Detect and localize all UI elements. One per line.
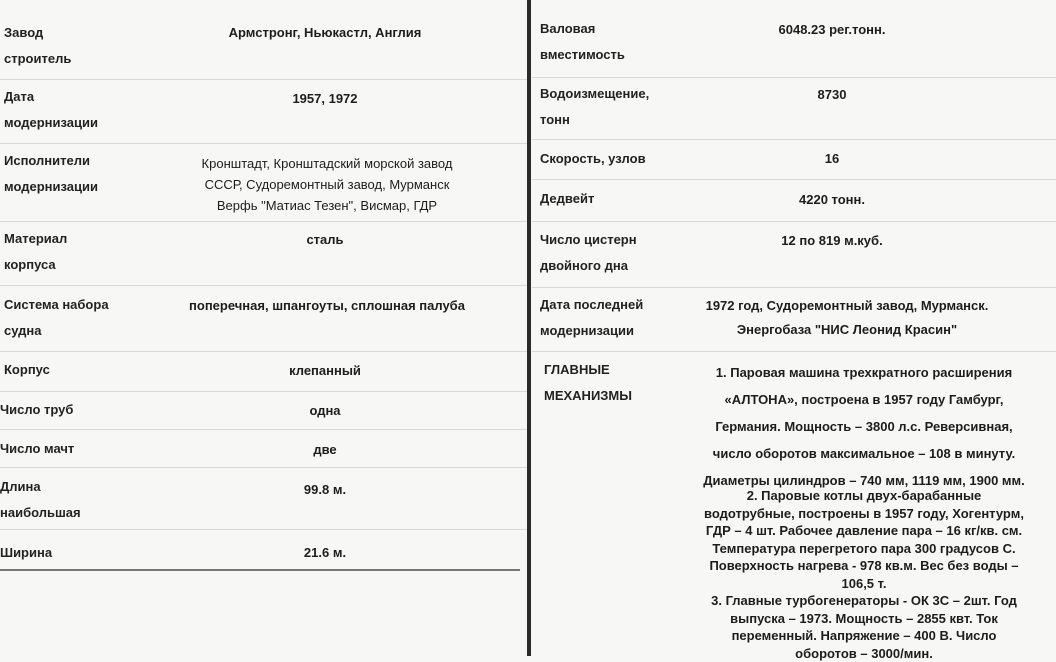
spec-row (0, 10, 527, 80)
row-label: Дата последней модернизации (540, 297, 644, 338)
spec-row (532, 140, 1056, 180)
row-value: одна (309, 403, 341, 418)
row-value: 1957, 1972 (292, 91, 358, 106)
row-value: 21.6 м. (303, 545, 347, 560)
spec-row (0, 222, 527, 286)
mechanism-boilers-turbogenerators: 2. Паровые котлы двух-барабанные водотрубные, построены в 1957 году, Хогентурм, ГДР – 4 шт. Рабочее давление пара – 16 кг/кв. см. Температура перегретого пара 300 градусов С. Поверхность нагрева - 978 кв.м. Вес без воды – 106,5 т. 3. Главные турбогенераторы - ОК 3С – 2шт. Год выпуска – 1973. Мощность – 2855 квт. Ток переменный. Напряжение – 400 В. Число оборотов – 3000/мин. (704, 488, 1024, 661)
row-label: Число цистерн двойного дна (540, 232, 637, 273)
spec-row (0, 530, 527, 570)
spec-row (532, 180, 1056, 222)
row-value: 16 (824, 151, 840, 166)
row-value: клепанный (289, 363, 361, 378)
spec-row (0, 392, 527, 430)
row-value: поперечная, шпангоуты, сплошная палуба (189, 298, 465, 313)
row-value: 6048.23 рег.тонн. (778, 22, 886, 37)
spec-row (0, 286, 527, 352)
spec-row (532, 78, 1056, 140)
row-label: Валовая вместимость (540, 21, 625, 62)
row-value: Армстронг, Ньюкастл, Англия (228, 25, 422, 40)
row-label: Число мачт (0, 441, 75, 456)
spec-row (0, 468, 527, 530)
row-value: сталь (306, 232, 344, 247)
row-label: Ширина (0, 545, 53, 560)
row-label: Дата модернизации (4, 89, 98, 130)
spec-row (532, 222, 1056, 288)
row-label: Водоизмещение, тонн (540, 86, 650, 127)
row-label: Система набора судна (4, 297, 109, 338)
right-spec-table (532, 0, 1056, 661)
row-label: Исполнители модернизации (4, 153, 98, 194)
row-value: 99.8 м. (303, 482, 347, 497)
row-value: Кронштадт, Кронштадский морской завод СССР, Судоремонтный завод, Мурманск Верфь "Матиас Тезен", Висмар, ГДР (201, 156, 453, 213)
spec-row (0, 80, 527, 144)
mechanism-steam-engine: 1. Паровая машина трехкратного расширения «АЛТОНА», построена в 1957 году Гамбург, Германия. Мощность – 3800 л.с. Реверсивная, число оборотов максимальное – 108 в минуту. Диаметры цилиндров – 740 мм, 1119 мм, 1900 мм. (703, 365, 1025, 488)
row-value: 4220 тонн. (799, 192, 865, 207)
row-value: 1972 год, Судоремонтный завод, Мурманск. Энергобаза "НИС Леонид Красин" (705, 298, 989, 337)
page-divider (527, 0, 531, 656)
spec-row (0, 430, 527, 468)
row-label: Дедвейт (540, 191, 595, 206)
spec-row (0, 352, 527, 392)
row-label: Корпус (4, 362, 50, 377)
row-label: Завод строитель (4, 25, 72, 66)
spec-row (532, 288, 1056, 352)
section-label: ГЛАВНЫЕ МЕХАНИЗМЫ (544, 362, 632, 403)
row-label: Число труб (0, 402, 74, 417)
row-label: Скорость, узлов (540, 151, 646, 166)
main-mechanisms-section (532, 352, 1056, 661)
spec-row (532, 10, 1056, 78)
row-value: 8730 (817, 87, 847, 102)
table-bottom-rule (0, 569, 520, 571)
row-label: Длина наибольшая (0, 479, 81, 520)
row-value: 12 по 819 м.куб. (781, 233, 883, 248)
row-label: Материал корпуса (4, 231, 68, 272)
row-value: две (313, 442, 337, 457)
spec-row (0, 144, 527, 222)
left-spec-table (0, 0, 527, 656)
